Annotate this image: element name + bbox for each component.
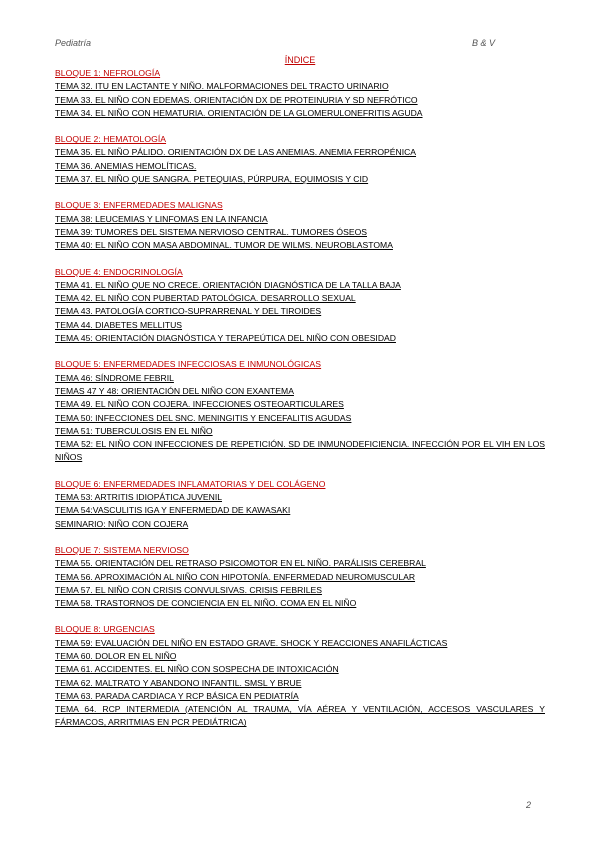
- section-urgencias: [55, 623, 545, 729]
- toc-item[interactable]: TEMA 40: EL NIÑO CON MASA ABDOMINAL. TUMOR DE WILMS. NEUROBLASTOMA: [55, 240, 393, 251]
- toc-item[interactable]: TEMA 42. EL NIÑO CON PUBERTAD PATOLÓGICA. DESARROLLO SEXUAL: [55, 293, 356, 304]
- toc-item[interactable]: TEMA 64. RCP INTERMEDIA (ATENCIÓN AL TRAUMA, VÍA AÉREA Y VENTILACIÓN, ACCESOS VASCULARES Y FÁRMACOS, ARRITMIAS EN PCR PEDIÁTRICA): [55, 704, 545, 728]
- toc-item[interactable]: TEMA 56. APROXIMACIÓN AL NIÑO CON HIPOTONÍA. ENFERMEDAD NEUROMUSCULAR: [55, 571, 416, 582]
- index-title[interactable]: ÍNDICE: [284, 55, 316, 65]
- page-number: 2: [526, 800, 532, 810]
- toc-item[interactable]: TEMA 46: SÍNDROME FEBRIL: [55, 372, 174, 383]
- toc-item[interactable]: TEMA 44. DIABETES MELLITUS: [55, 319, 183, 330]
- table-of-contents: [55, 67, 545, 730]
- toc-item[interactable]: TEMA 38: LEUCEMIAS Y LINFOMAS EN LA INFANCIA: [55, 213, 268, 224]
- toc-item[interactable]: TEMA 57. EL NIÑO CON CRISIS CONVULSIVAS. CRISIS FEBRILES: [55, 584, 322, 595]
- toc-item[interactable]: TEMA 37. EL NIÑO QUE SANGRA. PETEQUIAS, PÚRPURA, EQUIMOSIS Y CID: [55, 174, 369, 185]
- section-title[interactable]: BLOQUE 4: ENDOCRINOLOGÍA: [55, 266, 183, 277]
- section-enfermedades-malignas: [55, 199, 545, 252]
- section-inflamatorias: [55, 478, 545, 531]
- section-title[interactable]: BLOQUE 5: ENFERMEDADES INFECCIOSAS E INMUNOLÓGICAS: [55, 359, 322, 370]
- section-title[interactable]: BLOQUE 3: ENFERMEDADES MALIGNAS: [55, 200, 223, 211]
- section-title[interactable]: BLOQUE 8: URGENCIAS: [55, 624, 155, 635]
- section-title[interactable]: BLOQUE 1: NEFROLOGÍA: [55, 68, 161, 78]
- toc-item[interactable]: TEMA 54:VASCULITIS IGA Y ENFERMEDAD DE KAWASAKI: [55, 505, 291, 516]
- toc-item[interactable]: TEMA 51: TUBERCULOSIS EN EL NIÑO: [55, 425, 213, 436]
- toc-item[interactable]: TEMA 63. PARADA CARDIACA Y RCP BÁSICA EN PEDIATRÍA: [55, 690, 299, 701]
- toc-item[interactable]: TEMA 34. EL NIÑO CON HEMATURIA. ORIENTACIÓN DE LA GLOMERULONEFRITIS AGUDA: [55, 107, 423, 118]
- section-title[interactable]: BLOQUE 6: ENFERMEDADES INFLAMATORIAS Y DEL COLÁGENO: [55, 478, 326, 489]
- toc-item[interactable]: TEMA 39: TUMORES DEL SISTEMA NERVIOSO CENTRAL. TUMORES ÓSEOS: [55, 226, 367, 237]
- section-infecciosas: [55, 358, 545, 464]
- toc-item[interactable]: TEMA 41. EL NIÑO QUE NO CRECE. ORIENTACIÓN DIAGNÓSTICA DE LA TALLA BAJA: [55, 279, 401, 290]
- toc-item[interactable]: TEMA 50: INFECCIONES DEL SNC. MENINGITIS Y ENCEFALITIS AGUDAS: [55, 412, 352, 423]
- toc-item[interactable]: TEMA 61. ACCIDENTES. EL NIÑO CON SOSPECHA DE INTOXICACIÓN: [55, 664, 339, 675]
- toc-item[interactable]: TEMAS 47 Y 48: ORIENTACIÓN DEL NIÑO CON EXANTEMA: [55, 385, 294, 396]
- toc-item[interactable]: TEMA 52: EL NIÑO CON INFECCIONES DE REPETICIÓN. SD DE INMUNODEFICIENCIA. INFECCIÓN POR EL VIH EN LOS NIÑOS: [55, 439, 545, 463]
- toc-item[interactable]: TEMA 53: ARTRITIS IDIOPÁTICA JUVENIL: [55, 492, 222, 503]
- header-subject: Pediatría: [55, 38, 92, 48]
- toc-item[interactable]: TEMA 62. MALTRATO Y ABANDONO INFANTIL. SMSL Y BRUE: [55, 677, 302, 688]
- toc-item[interactable]: TEMA 49. EL NIÑO CON COJERA. INFECCIONES OSTEOARTICULARES: [55, 399, 344, 410]
- section-title[interactable]: BLOQUE 7: SISTEMA NERVIOSO: [55, 544, 189, 555]
- toc-item[interactable]: TEMA 33. EL NIÑO CON EDEMAS. ORIENTACIÓN DX DE PROTEINURIA Y SD NEFRÓTICO: [55, 94, 418, 105]
- toc-item[interactable]: TEMA 58. TRASTORNOS DE CONCIENCIA EN EL NIÑO. COMA EN EL NIÑO: [55, 598, 357, 609]
- toc-item[interactable]: TEMA 60. DOLOR EN EL NIÑO: [55, 650, 177, 661]
- toc-item[interactable]: TEMA 59: EVALUACIÓN DEL NIÑO EN ESTADO GRAVE. SHOCK Y REACCIONES ANAFILÁCTICAS: [55, 637, 448, 648]
- section-endocrinologia: [55, 266, 545, 346]
- header-authors: B & V: [472, 38, 496, 48]
- section-nefrologia: [55, 67, 545, 120]
- section-title[interactable]: BLOQUE 2: HEMATOLOGÍA: [55, 134, 167, 145]
- toc-item[interactable]: TEMA 35. EL NIÑO PÁLIDO. ORIENTACIÓN DX DE LAS ANEMIAS. ANEMIA FERROPÉNICA: [55, 147, 417, 158]
- toc-item[interactable]: TEMA 55. ORIENTACIÓN DEL RETRASO PSICOMOTOR EN EL NIÑO. PARÁLISIS CEREBRAL: [55, 558, 426, 569]
- toc-item[interactable]: SEMINARIO: NIÑO CON COJERA: [55, 518, 189, 529]
- toc-item[interactable]: TEMA 43. PATOLOGÍA CORTICO-SUPRARRENAL Y DEL TIROIDES: [55, 306, 322, 317]
- section-sistema-nervioso: [55, 544, 545, 610]
- toc-item[interactable]: TEMA 32. ITU EN LACTANTE Y NIÑO. MALFORMACIONES DEL TRACTO URINARIO: [55, 81, 389, 92]
- toc-item[interactable]: TEMA 45: ORIENTACIÓN DIAGNÓSTICA Y TERAPEÚTICA DEL NIÑO CON OBESIDAD: [55, 333, 396, 344]
- section-hematologia: [55, 133, 545, 186]
- toc-item[interactable]: TEMA 36. ANEMIAS HEMOLÍTICAS.: [55, 160, 197, 171]
